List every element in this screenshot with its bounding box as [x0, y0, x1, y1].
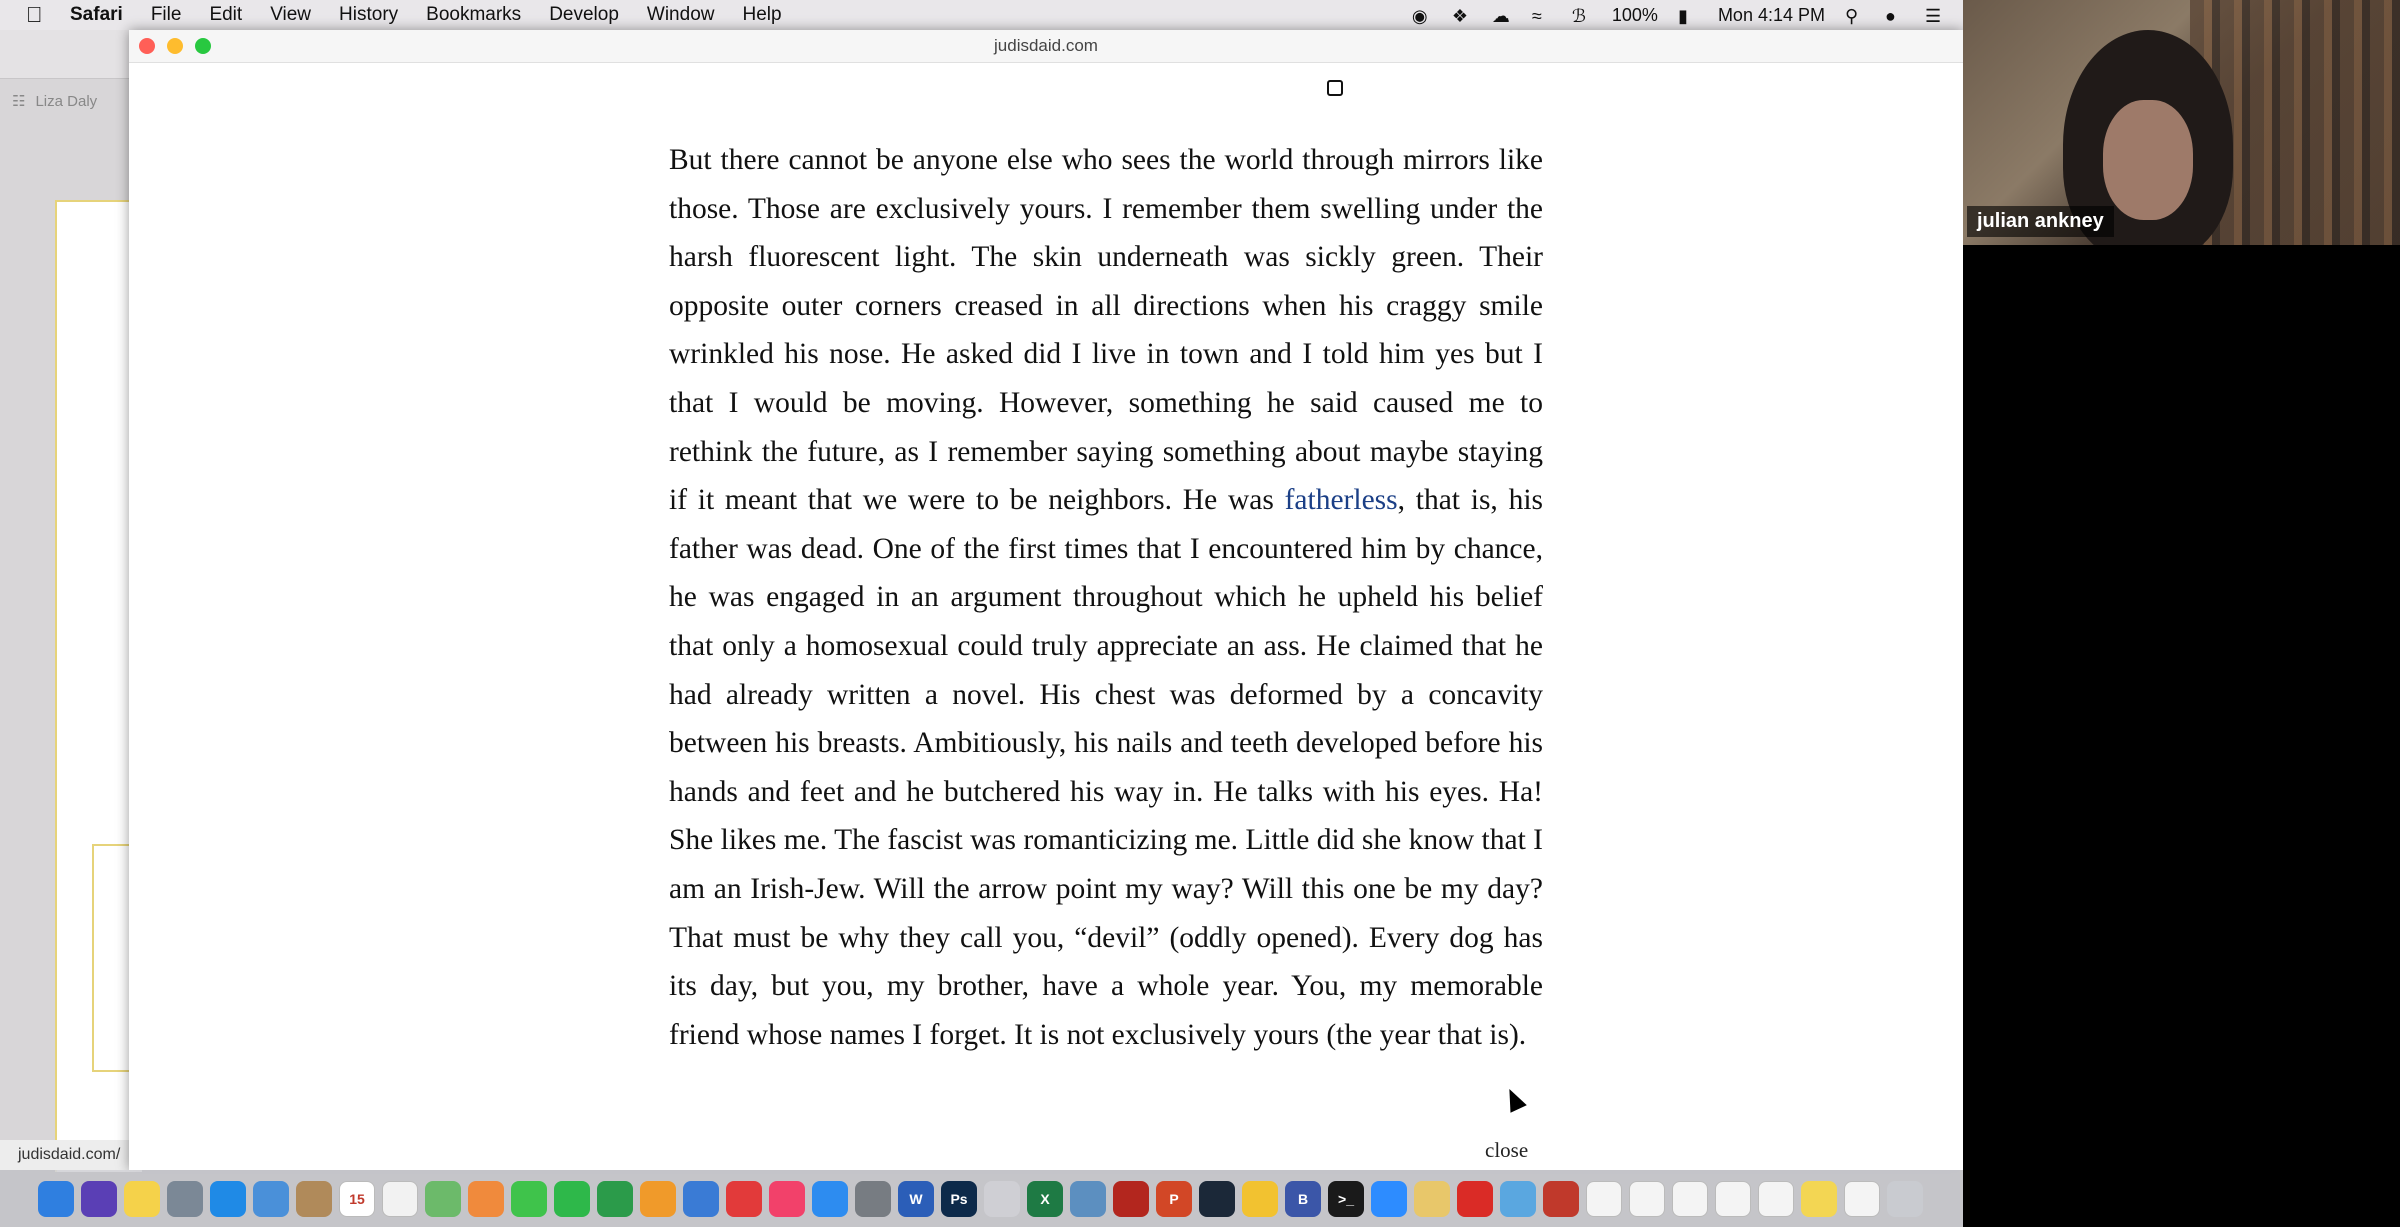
background-toolbar — [0, 30, 140, 79]
preview-icon[interactable] — [1070, 1181, 1106, 1217]
menu-edit[interactable]: Edit — [209, 4, 243, 25]
folder-icon[interactable] — [1414, 1181, 1450, 1217]
menu-clock[interactable]: Mon 4:14 PM — [1717, 4, 1825, 25]
creative-cloud-menu-icon[interactable]: ☁ — [1491, 6, 1510, 26]
notification-center-icon[interactable]: ☰ — [1925, 6, 1942, 26]
document-icon-2[interactable] — [1629, 1181, 1665, 1217]
creative-cloud-icon[interactable] — [1457, 1181, 1493, 1217]
app-store-icon[interactable] — [812, 1181, 848, 1217]
document-icon-3[interactable] — [1672, 1181, 1708, 1217]
background-tab[interactable] — [12, 86, 97, 116]
pages-icon[interactable] — [640, 1181, 676, 1217]
document-icon[interactable] — [1586, 1181, 1622, 1217]
menu-file[interactable]: File — [150, 4, 182, 25]
notes-icon[interactable] — [124, 1181, 160, 1217]
zoom-icon[interactable] — [1371, 1181, 1407, 1217]
grid-icon: ☷ — [12, 93, 26, 110]
contacts-icon[interactable] — [296, 1181, 332, 1217]
menu-bar — [0, 0, 1963, 30]
fatherless-link[interactable]: fatherless — [1284, 484, 1398, 517]
zoom-panel — [1963, 0, 2400, 1227]
calendar-icon[interactable]: 15 — [339, 1181, 375, 1217]
terminal-icon[interactable]: >_ — [1328, 1181, 1364, 1217]
bluetooth-icon[interactable]: ℬ — [1571, 6, 1587, 26]
status-bar-url: judisdaid.com/ — [0, 1140, 140, 1170]
block-icon[interactable] — [726, 1181, 762, 1217]
finder-icon[interactable] — [38, 1181, 74, 1217]
steam-icon[interactable] — [1199, 1181, 1235, 1217]
background-tab-label: Liza Daly — [35, 92, 98, 110]
paragraph-part-2: , that is, his father was dead. One of the first times that I encountered him by chance, he was engaged in an argument throughout which he upheld his belief that only a homosexual could truly appreciate an ass. He claimed that he had already written a novel. His chest was deformed by a concavity between his breasts. Ambitiously, his nails and teeth developed before his hands and feet and he butchered his way in. He talks with his eyes. Ha! She likes me. The fascist was romanticizing me. Little did she know that I am an Irish-Jew. Will the arrow point my way? Will this one be my day? That must be why they call you, “devil” (oddly opened). Every dog has its day, but you, my brother, have a whole year. You, my memorable friend whose names I forget. It is not exclusively yours (the year that is). — [669, 484, 1543, 1051]
square-icon — [1327, 80, 1343, 96]
reminders-icon[interactable] — [382, 1181, 418, 1217]
downloads-folder-icon[interactable] — [1500, 1181, 1536, 1217]
safari-window — [129, 30, 1963, 1170]
notes-doc-icon[interactable] — [1801, 1181, 1837, 1217]
reader-text — [669, 136, 1543, 1059]
wifi-icon[interactable]: ≈ — [1531, 6, 1542, 26]
acrobat-doc-icon[interactable] — [1543, 1181, 1579, 1217]
photoshop-icon[interactable]: Ps — [941, 1181, 977, 1217]
spacer-icon[interactable] — [984, 1181, 1020, 1217]
spotlight-icon[interactable]: ⚲ — [1845, 6, 1859, 26]
menu-bookmarks[interactable]: Bookmarks — [426, 4, 522, 25]
dropbox-icon[interactable]: ❖ — [1451, 6, 1469, 26]
excel-icon[interactable]: X — [1027, 1181, 1063, 1217]
facetime-icon[interactable] — [554, 1181, 590, 1217]
mouse-cursor-icon — [1501, 1085, 1527, 1113]
menu-view[interactable]: View — [270, 4, 312, 25]
music-icon[interactable] — [769, 1181, 805, 1217]
cyberduck-icon[interactable] — [1242, 1181, 1278, 1217]
safari-icon[interactable] — [210, 1181, 246, 1217]
keynote-icon[interactable] — [683, 1181, 719, 1217]
battery-percent: 100% — [1611, 4, 1658, 25]
apple-icon[interactable] — [26, 4, 48, 26]
participant-video[interactable] — [1963, 0, 2400, 245]
menu-history[interactable]: History — [339, 4, 399, 25]
system-preferences-icon[interactable] — [855, 1181, 891, 1217]
menu-app-safari[interactable]: Safari — [70, 4, 123, 25]
siri-icon[interactable] — [81, 1181, 117, 1217]
word-icon[interactable]: W — [898, 1181, 934, 1217]
battery-icon[interactable]: ▮ — [1677, 6, 1688, 26]
mail-icon[interactable] — [253, 1181, 289, 1217]
participant-name: julian ankney — [1967, 206, 2114, 237]
powerpoint-icon[interactable]: P — [1156, 1181, 1192, 1217]
acrobat-icon[interactable] — [1113, 1181, 1149, 1217]
window-title: judisdaid.com — [994, 36, 1098, 55]
screen-record-icon[interactable]: ◉ — [1411, 6, 1428, 26]
dock — [0, 1170, 1963, 1227]
siri-menu-icon[interactable]: ● — [1885, 6, 1896, 26]
maps-icon[interactable] — [425, 1181, 461, 1217]
photos-icon[interactable] — [468, 1181, 504, 1217]
menu-help[interactable]: Help — [742, 4, 782, 25]
bbedit-icon[interactable]: B — [1285, 1181, 1321, 1217]
paragraph-part-1: But there cannot be anyone else who sees the world through mirrors like those. Those are exclusively yours. I remember them swelling under the harsh fluorescent light. The skin underneath was sickly green. Their opposite outer corners creased in all directions when his craggy smile wrinkled his nose. He asked did I live in town and I told him yes but I that I would be moving. However, something he said caused me to rethink the future, as I remember saying something about maybe staying if it meant that we were to be neighbors. He was — [669, 144, 1543, 517]
launchpad-icon[interactable] — [167, 1181, 203, 1217]
trash-icon[interactable] — [1887, 1181, 1923, 1217]
menu-window[interactable]: Window — [646, 4, 715, 25]
numbers-icon[interactable] — [597, 1181, 633, 1217]
participant-face — [2103, 100, 2193, 220]
document-icon-6[interactable] — [1844, 1181, 1880, 1217]
close-link[interactable]: close — [1485, 1138, 1529, 1162]
status-area — [1412, 0, 1945, 30]
menu-develop[interactable]: Develop — [549, 4, 619, 25]
title-bar — [129, 30, 1963, 63]
document-icon-5[interactable] — [1758, 1181, 1794, 1217]
document-icon-4[interactable] — [1715, 1181, 1751, 1217]
messages-icon[interactable] — [511, 1181, 547, 1217]
background-window — [0, 30, 140, 1170]
